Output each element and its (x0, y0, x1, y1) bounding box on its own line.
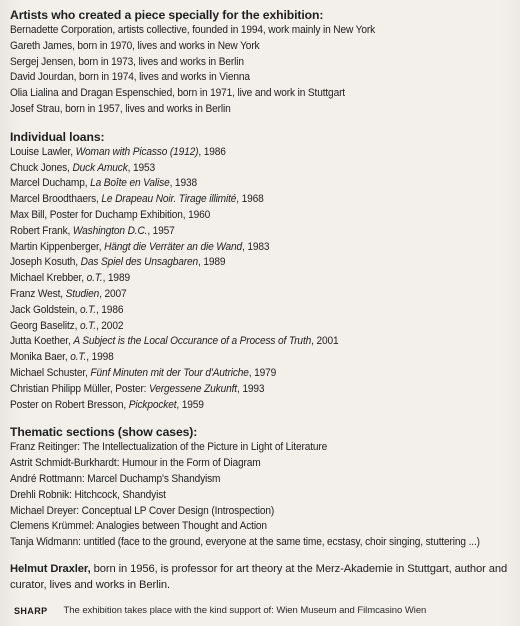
loans-list-item (10, 145, 484, 161)
loan-year: , 1989 (198, 256, 226, 269)
loan-title: Pickpocket (128, 398, 177, 411)
loan-year: , 1979 (248, 366, 277, 379)
sponsor-footer (14, 605, 426, 616)
loan-year: , 1983 (242, 240, 270, 253)
curator-bio-text: born in 1956, is professor for art theory at the Merz-Akademie in Stuttgart, author and curator, lives and works in Berlin. (10, 562, 508, 591)
loan-artist: Michael Krebber, (10, 272, 87, 285)
loans-list-item (10, 319, 484, 335)
thematic-list-item: André Rottmann: Marcel Duchamp's Shandyism (10, 472, 221, 485)
loans-list (10, 145, 514, 414)
curator-name: Helmut Draxler, (10, 562, 91, 575)
loan-artist: Franz West, (10, 287, 66, 300)
loans-list-item (10, 366, 484, 382)
thematic-list-item: Tanja Widmann: untitled (face to the ground, everyone at the same time, ecstasy, choir singing, stuttering ...) (10, 536, 480, 549)
loan-artist: Poster on Robert Bresson, (10, 398, 129, 411)
loans-list-item (10, 224, 484, 240)
loan-artist: Marcel Broodthaers, (10, 193, 102, 206)
loan-title: Woman with Picasso (1912) (75, 145, 199, 158)
loan-year: , 1993 (236, 382, 265, 395)
artists-heading: Artists who created a piece specially for the exhibition: (10, 8, 324, 22)
loan-artist: Louise Lawler, (10, 145, 76, 158)
artists-list (10, 23, 514, 118)
loan-year: , 1968 (236, 193, 264, 206)
loans-list-item (10, 334, 484, 350)
loan-year: , 1998 (86, 351, 114, 364)
loan-year: , 1986 (198, 145, 226, 158)
thematic-list-item: Astrit Schmidt-Burkhardt: Humour in the Form of Diagram (10, 457, 261, 470)
loans-list-item (10, 192, 484, 208)
loan-artist: Marcel Duchamp, (10, 177, 91, 190)
loans-list-item (10, 271, 484, 287)
loan-artist: Monika Baer, (10, 351, 71, 364)
loan-year: , 1938 (169, 177, 197, 190)
loan-year: , 1989 (102, 272, 130, 285)
loan-title: Das Spiel des Unsagbaren (80, 256, 199, 269)
sharp-logo: SHARP (14, 605, 48, 616)
loan-title: Studien (65, 287, 100, 300)
thematic-list-item: Drehli Robnik: Hitchcock, Shandyist (10, 488, 166, 501)
loan-title: o.T. (79, 303, 96, 316)
loan-artist: Max Bill, Poster for Duchamp Exhibition, 1960 (10, 208, 211, 221)
artists-list-item: Josef Strau, born in 1957, lives and works in Berlin (10, 102, 231, 115)
loan-title: Hängt die Verräter an die Wand (104, 240, 243, 253)
loan-year: , 1959 (176, 398, 204, 411)
loan-year: , 2001 (311, 335, 339, 348)
loan-artist: Martin Kippenberger, (10, 240, 105, 253)
thematic-list-item: Franz Reitinger: The Intellectualization of the Picture in Light of Literature (10, 441, 328, 454)
loans-list-item (10, 398, 484, 414)
artists-list-item: Gareth James, born in 1970, lives and works in New York (10, 39, 260, 52)
loan-title: La Boîte en Valise (90, 177, 170, 190)
loan-year: , 1957 (147, 224, 175, 237)
loan-title: o.T. (79, 319, 96, 332)
loan-title: Le Drapeau Noir. Tirage illimité (101, 193, 237, 206)
loans-list-item (10, 208, 484, 224)
thematic-heading: Thematic sections (show cases): (10, 425, 198, 440)
loans-list-item (10, 382, 484, 398)
loans-list-item (10, 350, 484, 366)
loan-title: Washington D.C. (72, 224, 148, 237)
loan-title: Duck Amuck (72, 161, 128, 174)
thematic-list-item: Clemens Krümmel: Analogies between Thought and Action (10, 520, 267, 533)
curator-bio (10, 561, 514, 593)
loans-list-item (10, 176, 484, 192)
loan-artist: Jutta Koether, (10, 335, 74, 348)
loans-list-item (10, 255, 484, 271)
loans-list-item (10, 240, 484, 256)
loans-list-item (10, 303, 484, 319)
loan-artist: Robert Frank, (10, 224, 73, 237)
loan-title: A Subject is the Local Occurance of a Process of Truth (73, 335, 312, 348)
thematic-list (10, 440, 514, 551)
loan-artist: Michael Schuster, (10, 366, 91, 379)
loans-list-item (10, 287, 484, 303)
loan-title: Vergessene Zukunft (149, 382, 237, 395)
loan-artist: Georg Baselitz, (10, 319, 80, 332)
loan-year: , 2007 (99, 287, 127, 300)
artists-list-item: Olia Lialina and Dragan Espenschied, born in 1971, live and work in Stuttgart (10, 87, 345, 100)
loan-title: o.T. (86, 272, 103, 285)
artists-list-item: David Jourdan, born in 1974, lives and works in Vienna (10, 71, 250, 84)
loan-artist: Chuck Jones, (10, 161, 73, 174)
loans-heading: Individual loans: (10, 129, 105, 144)
loan-artist: Jack Goldstein, (10, 303, 80, 316)
loan-title: Fünf Minuten mit der Tour d'Autriche (90, 366, 249, 379)
loan-title: o.T. (70, 351, 87, 364)
loans-section (10, 130, 514, 414)
loan-year: , 2002 (95, 319, 124, 332)
support-text: The exhibition takes place with the kind support of: Wien Museum and Filmcasino Wien (63, 605, 427, 616)
artists-list-item: Sergej Jensen, born in 1973, lives and works in Berlin (10, 55, 244, 68)
artists-list-item: Bernadette Corporation, artists collective, founded in 1994, work mainly in New York (10, 24, 376, 36)
loan-year: , 1986 (95, 303, 124, 316)
loans-list-item (10, 161, 484, 177)
loan-artist: Joseph Kosuth, (10, 256, 81, 269)
thematic-section (10, 425, 514, 551)
artists-section (10, 8, 514, 118)
loan-artist: Christian Philipp Müller, Poster: (10, 382, 150, 395)
loan-year: , 1953 (127, 161, 156, 174)
thematic-list-item: Michael Dreyer: Conceptual LP Cover Design (Introspection) (10, 504, 275, 517)
